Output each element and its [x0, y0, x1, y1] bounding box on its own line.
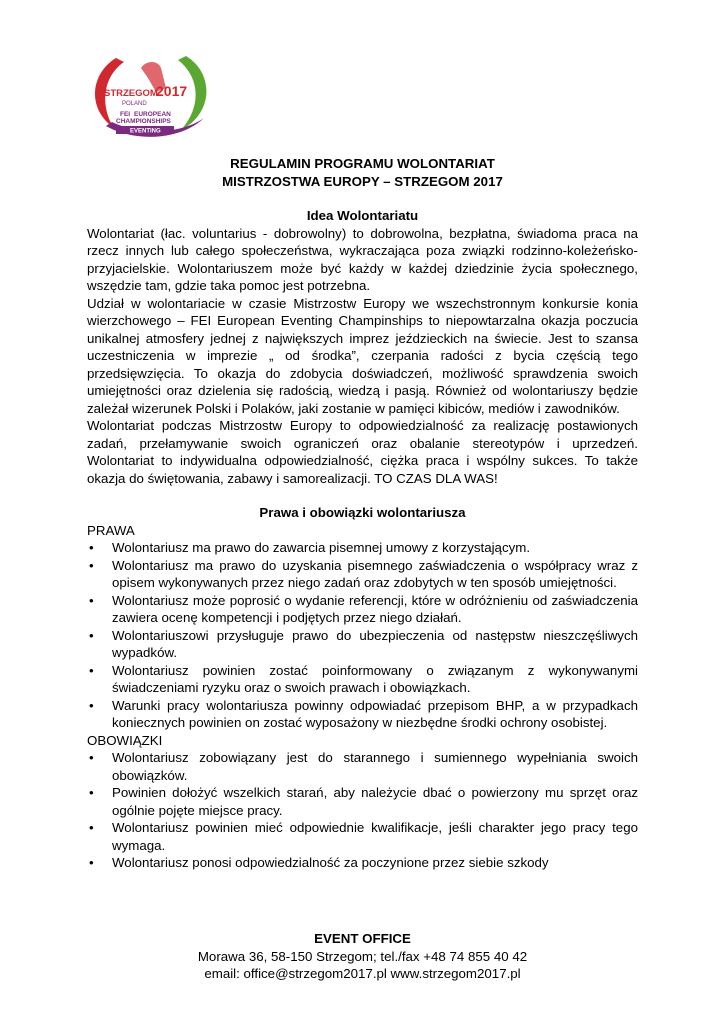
list-item: • Wolontariusz ma prawo do zawarcia pisemnej umowy z korzystającym.: [89, 540, 531, 555]
footer-office: EVENT OFFICE: [314, 931, 411, 946]
obowiazki-label: OBOWIĄZKI: [87, 732, 163, 748]
footer-address: Morawa 36, 58-150 Strzegom; tel./fax +48 74 855 40 42: [197, 948, 528, 964]
bullet-icon: •: [89, 592, 94, 608]
bullet-icon: •: [89, 697, 94, 713]
bullet-icon: •: [89, 750, 94, 765]
svg-text:2017: 2017: [156, 83, 188, 99]
svg-text:CHAMPIONSHIPS: CHAMPIONSHIPS: [116, 118, 171, 125]
list-item: • Wolontariusz ma prawo do uzyskania pisemnego zaświadczenia o współpracy wraz z opisem wykonywanych przez niego zadań oraz zdobytych w ten sposób umiejętności.: [89, 557, 638, 590]
svg-text:STRZEGOM: STRZEGOM: [104, 88, 158, 99]
championships-logo: [86, 48, 216, 138]
bullet-icon: •: [89, 540, 94, 555]
bullet-icon: •: [89, 662, 94, 678]
bullet-icon: •: [89, 627, 94, 643]
svg-text:EVENTING: EVENTING: [130, 128, 161, 135]
idea-paragraph-1: Wolontariat (łac. voluntarius - dobrowolny) to dobrowolna, bezpłatna, świadoma praca na rzecz innych lub całego społeczeństwa, wykraczająca poza związki rodzinno-koleżeńsko-przyjacielskie. Wolontariuszem może być każdy w każdej dziedzinie życia społecznego, wszędzie tam, gdzie taka pomoc jest potrzebna.: [87, 225, 638, 293]
document-body: [87, 155, 638, 872]
idea-paragraph-2: Udział w wolontariacie w czasie Mistrzostw Europy we wszechstronnym konkursie konia wierzchowego – FEI European Eventing Champinships to niepowtarzalna okazja poczucia unikalnej atmosfery jednej z największych imprez jeździeckich na świecie. Jest to szansa uczestniczenia w imprezie „ od środka”, czerpania radości z bycia częścią tego przedsięwzięcia. To okazja do zdobycia doświadczeń, możliwość sprawdzenia swoich umiejętności oraz dzielenia się radością, wiedzą i pasją. Również od wolontariuszy będzie zależał wizerunek Polski i Polaków, jaki zostanie w pamięci kibiców, mediów i zawodników.: [87, 295, 638, 416]
svg-text:POLAND: POLAND: [122, 101, 147, 107]
list-item: • Wolontariusz zobowiązany jest do starannego i sumiennego wypełniania swoich obowiązków.: [89, 750, 638, 783]
rights-heading: Prawa i obowiązki wolontariusza: [259, 505, 466, 520]
list-item: • Wolontariuszowi przysługuje prawo do ubezpieczenia od następstw nieszczęśliwych wypadków.: [89, 627, 638, 660]
footer-contact[interactable]: email: office@strzegom2017.pl www.strzegom2017.pl: [204, 966, 521, 981]
bullet-icon: •: [89, 557, 94, 573]
prawa-list: [87, 539, 638, 732]
bullet-icon: •: [89, 785, 94, 800]
list-item: • Wolontariusz ponosi odpowiedzialność za poczynione przez siebie szkody: [89, 855, 549, 870]
title-line-1: REGULAMIN PROGRAMU WOLONTARIAT: [230, 156, 495, 171]
title-line-2: MISTRZOSTWA EUROPY – STRZEGOM 2017: [222, 173, 503, 189]
obowiazki-list: [87, 749, 638, 872]
footer: [0, 930, 725, 983]
list-item: • Wolontariusz powinien zostać poinformowany o związanym z wykonywanymi świadczeniami ryzyku oraz o swoich prawach i obowiązkach.: [89, 662, 638, 695]
idea-heading: Idea Wolontariatu: [306, 208, 419, 223]
prawa-label: PRAWA: [87, 522, 135, 538]
list-item: • Powinien dołożyć wszelkich starań, aby należycie dbać o powierzony mu sprzęt oraz ogólnie pojęte miejsce pracy.: [89, 785, 638, 818]
logo-graphic: [86, 48, 216, 138]
idea-paragraph-3: Wolontariat podczas Mistrzostw Europy to odpowiedzialność za realizację postawionych zadań, przełamywanie swoich ograniczeń oraz obalanie stereotypów i uprzedzeń. Wolontariat to indywidualna odpowiedzialność, ciężka praca i wspólny sukces. To także okazja do świętowania, zabawy i samorealizacji. TO CZAS DLA WAS!: [87, 418, 638, 486]
document-title: [87, 155, 638, 190]
bullet-icon: •: [89, 820, 94, 835]
list-item: • Warunki pracy wolontariusza powinny odpowiadać przepisom BHP, a w przypadkach koniecznych powinien on zostać wyposażony w niezbędne środki ochrony osobistej.: [89, 697, 638, 730]
bullet-icon: •: [89, 855, 94, 870]
svg-text:FEI: FEI: [120, 111, 131, 118]
list-item: • Wolontariusz powinien mieć odpowiednie kwalifikacje, jeśli charakter jego pracy tego wymaga.: [89, 820, 638, 853]
list-item: • Wolontariusz może poprosić o wydanie referencji, które w odróżnieniu od zaświadczenia zawiera ocenę kompetencji i podjętych przez niego działań.: [89, 592, 638, 625]
svg-text:EUROPEAN: EUROPEAN: [134, 111, 171, 118]
